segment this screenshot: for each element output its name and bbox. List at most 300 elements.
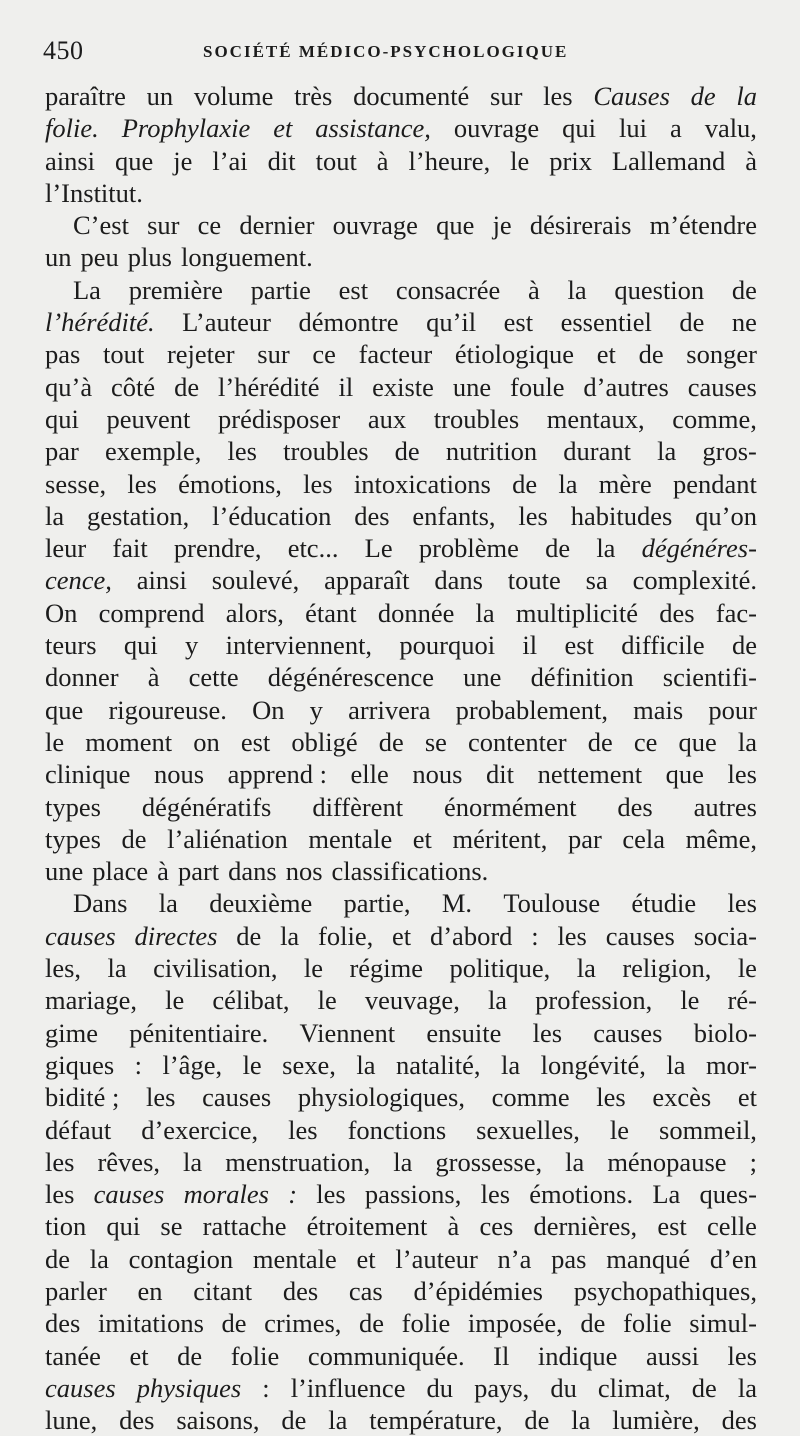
word: une [45,856,84,887]
word: les [303,468,333,499]
word: pas [45,339,81,370]
text-line [45,694,757,726]
word: d’autres [583,371,669,402]
text-line [45,1307,757,1339]
word: place [92,856,149,887]
word: je [492,210,512,241]
word: ainsi [136,565,187,596]
word: m’étendre [649,210,757,241]
word: lui [619,113,647,144]
word: fait [112,533,148,564]
text-line [45,855,757,887]
word: la [596,533,616,564]
word: donnée [377,597,455,628]
word: rattache [202,1211,287,1242]
word: de [281,1405,307,1436]
word: fac- [715,597,757,628]
word: sur [147,210,180,241]
word: difficile [621,630,705,661]
word: le [680,985,700,1016]
word: : [134,1049,143,1080]
word: ce [633,726,658,757]
word: prédisposer [218,403,341,434]
word: biolo- [693,1017,757,1048]
word: On [252,694,285,725]
text-line [45,1210,757,1242]
word: par [45,436,79,467]
text-line [45,306,757,338]
word: se [424,726,447,757]
word: tanée [45,1340,101,1371]
word: de [731,274,757,305]
text-line [45,532,757,564]
text-line [45,338,757,370]
word: dans [228,856,277,887]
word: civilisation, [153,953,278,984]
word: manqué [606,1243,691,1274]
word: de [45,1243,71,1274]
word: des [617,791,653,822]
text-line [45,177,757,209]
word: comme [491,1082,570,1113]
word: Lallemand [611,145,726,176]
word: à [157,856,169,887]
word: a [669,113,682,144]
word: comme, [672,403,757,434]
word: se [160,1211,183,1242]
word: du [426,1372,454,1403]
word: longuement. [180,242,313,273]
word: est [657,1211,687,1242]
word: à [528,274,540,305]
word: et [596,339,616,370]
text-line [45,1178,757,1210]
word: Toulouse [503,888,601,919]
word: désirerais [529,210,632,241]
word: causes [45,1372,116,1403]
word: folie, [318,920,374,951]
word: des [45,1308,81,1339]
word: qu’il [426,307,477,338]
word: les [532,1017,563,1048]
word: on [193,726,220,757]
text-line [45,984,757,1016]
word: y [185,630,199,661]
word: nous [153,759,205,790]
word: ques- [699,1179,757,1210]
word: la [666,1049,686,1080]
word: passions, [364,1179,462,1210]
word: veuvage, [364,985,460,1016]
word: apparaît [324,565,410,596]
word: plus [127,242,172,273]
text-line [45,274,757,306]
word: en [137,1275,163,1306]
word: sur [490,81,523,111]
word: l’ai [212,145,248,176]
word: étroitement [306,1211,428,1242]
word: menstruation, [225,1146,371,1177]
word: et [392,920,412,951]
word: le [609,1114,630,1145]
word: dit [486,759,514,790]
word: sesse, [45,468,107,499]
word: de [378,726,404,757]
word: première [128,274,223,305]
word: les [288,1114,318,1145]
word: cela [622,823,666,854]
word: nutrition [445,436,538,467]
word: sommeil, [659,1114,757,1145]
word: la [89,1243,109,1274]
word: durant [563,436,631,467]
word: folie [230,1340,280,1371]
text-line [45,1340,757,1372]
word: communiquée. [307,1340,465,1371]
word: probablement, [455,694,608,725]
text-line [45,726,757,758]
word: foule [510,371,565,402]
word: de [177,1340,203,1371]
word: défaut [45,1114,112,1145]
text-line [45,468,757,500]
word: causes [605,920,675,951]
text-line [45,661,757,693]
page-header [43,36,753,66]
word: intoxications [353,468,491,499]
word: y [309,694,323,725]
word: est [564,630,594,661]
word: aussi [645,1340,699,1371]
text-line [45,1146,757,1178]
word: est [503,307,534,338]
word: définition [530,662,634,693]
word: une [463,662,502,693]
word: soulevé, [211,565,300,596]
word: pour [708,694,757,725]
word: mère [598,468,652,499]
word: paraître [45,81,126,111]
word: de [679,307,705,338]
word: les [557,920,587,951]
word: nettement [537,759,643,790]
word: : [531,920,539,951]
word: exemple, [105,436,202,467]
text-line [45,112,757,144]
word: il [338,371,354,402]
word: gros- [702,436,757,467]
word: teurs [45,630,97,661]
word: de [580,1308,606,1339]
word: C’est [73,210,129,241]
word: rejeter [166,339,235,370]
word: mentale [308,823,393,854]
word: nos [285,856,323,887]
word: dernières, [533,1211,638,1242]
word: de [524,1405,550,1436]
word: types [45,823,101,854]
word: dégénératifs [141,791,272,822]
text-line [45,145,757,177]
word: sur [257,339,290,370]
word: le [242,1049,262,1080]
word: de [359,1308,385,1339]
word: etc... [287,533,339,564]
word: de [587,726,613,757]
word: pendant [673,468,757,499]
word: cas [348,1275,383,1306]
word: de [638,339,664,370]
word: question [614,274,705,305]
text-line [45,1049,757,1081]
word: dit [267,145,296,176]
word: scientifi- [662,662,757,693]
word: et [356,1243,376,1274]
running-head: SOCIÉTÉ MÉDICO-PSYCHOLOGIQUE [203,42,569,61]
word: étudie [631,888,697,919]
word: dernier [239,210,315,241]
word: : [262,1372,270,1403]
word: part [177,856,220,887]
word: méritent, [452,823,548,854]
text-line [45,500,757,532]
word: dégénérescence [267,662,435,693]
word: côté [111,371,156,402]
word: célibat, [212,985,290,1016]
word: la [736,81,757,111]
word: sexuelles, [476,1114,580,1145]
word: je [173,145,193,176]
word: excès [652,1082,712,1113]
word: grossesse, [435,1146,543,1177]
word: qui [106,1211,141,1242]
text-line [45,1275,757,1307]
word: la [576,953,596,984]
word: l’auteur [395,1243,478,1274]
word: sexe, [282,1049,336,1080]
word: lumière, [612,1405,700,1436]
word: à [147,662,160,693]
word: ménopause [607,1146,727,1177]
word: habitudes [570,500,673,531]
text-line [45,1114,757,1146]
body-text [45,80,757,1436]
word: de [121,823,147,854]
word: obligé [291,726,358,757]
word: assistance, [315,113,431,144]
word: causes [45,920,116,951]
word: M. [441,888,473,919]
word: mais [633,694,684,725]
word: autres [693,791,757,822]
word: valu, [704,113,757,144]
word: tion [45,1211,87,1242]
word: les [543,81,573,111]
word: contenter [468,726,567,757]
word: de [394,436,420,467]
word: arrivera [348,694,431,725]
word: les [227,436,257,467]
word: d’abord [429,920,513,951]
word: diffèrent [312,791,404,822]
word: climat, [597,1372,671,1403]
word: celle [706,1211,757,1242]
word: deuxième [209,888,313,919]
word: essentiel [560,307,652,338]
word: : [288,1179,298,1210]
word: le [737,953,757,984]
text-line [45,629,757,661]
text-line [45,403,757,435]
text-line [45,1017,757,1049]
word: tout [103,339,145,370]
word: l’influence [290,1372,406,1403]
word: volume [193,81,274,111]
word: la [558,468,578,499]
word: On [45,597,78,628]
text-line [45,371,757,403]
word: dans [434,565,483,596]
word: étiologique [454,339,575,370]
word: causes [93,1179,165,1210]
text-line [45,1372,757,1404]
word: est [240,726,271,757]
word: Prophylaxie [121,113,251,144]
word: la [737,726,757,757]
word: le [165,985,185,1016]
word: de [221,1308,247,1339]
word: mentaux, [546,403,645,434]
word: que [678,726,717,757]
word: de [691,1372,717,1403]
word: température, [369,1405,503,1436]
word: songer [686,339,757,370]
word: à [447,1211,460,1242]
word: causes [202,1082,272,1113]
word: la [356,1049,376,1080]
word: de [236,920,262,951]
word: à [745,145,757,176]
word: existe [372,371,434,402]
word: la [328,1405,348,1436]
word: et [412,823,432,854]
word: cence, [45,565,112,596]
word: mariage, [45,985,137,1016]
text-line [45,597,757,629]
word: des [721,1405,757,1436]
word: religion, [622,953,712,984]
word: indique [537,1340,618,1371]
word: la [567,274,587,305]
word: physiques [136,1372,242,1403]
word: et [737,1082,757,1113]
word: partie, [343,888,411,919]
word: causes [593,1017,663,1048]
word: ouvrage [332,210,418,241]
word: longévité, [540,1049,646,1080]
word: très [294,81,333,111]
word: simul- [689,1308,757,1339]
word: physiologiques, [297,1082,465,1113]
word: les, [45,953,82,984]
word: les [480,1179,511,1210]
word: et [129,1340,149,1371]
word: folie [623,1308,672,1339]
text-line [45,564,757,596]
word: la [501,1049,521,1080]
word: le [303,953,324,984]
word: folie [401,1308,451,1339]
word: socia- [693,920,757,951]
word: les [45,1146,75,1177]
word: comprend [98,597,205,628]
word: un [45,242,72,273]
word: la [571,1405,591,1436]
word: l’hérédité. [45,307,155,338]
word: qu’à [45,371,93,402]
word: partie [250,274,311,305]
word: les [727,888,757,919]
word: fonctions [347,1114,447,1145]
word: lune, [45,1405,98,1436]
word: moment [85,726,173,757]
text-line [45,920,757,952]
word: giques [45,1049,115,1080]
word: que [45,694,84,725]
word: morales [183,1179,269,1210]
word: saisons, [176,1405,260,1436]
word: gime [45,1017,98,1048]
word: rigoureuse. [108,694,227,725]
word: complexité. [632,565,757,596]
text-line [45,823,757,855]
word: facteur [358,339,433,370]
word: l’éducation [212,500,332,531]
word: pénitentiaire. [129,1017,269,1048]
word: que [436,210,475,241]
word: alors, [225,597,284,628]
word: prix [549,145,592,176]
word: le [317,985,337,1016]
word: ne [731,307,757,338]
word: la [737,1372,757,1403]
word: bidité ; [45,1082,120,1113]
text-line [45,1081,757,1113]
word: les [518,500,548,531]
word: les [596,1082,626,1113]
word: documenté [353,81,470,111]
word: même, [685,823,757,854]
word: pays, [474,1372,530,1403]
text-line [45,209,757,241]
word: natalité, [395,1049,481,1080]
word: de [174,371,200,402]
word: la [475,597,495,628]
word: du [550,1372,577,1403]
word: d’exercice, [141,1114,259,1145]
text-line [45,1404,757,1436]
word: clinique [45,759,131,790]
word: ré- [727,985,757,1016]
word: le [510,145,530,176]
word: folie. [45,113,99,144]
word: l’heure, [408,145,491,176]
word: qui [45,403,79,434]
text-line [45,435,757,467]
word: contagion [128,1243,234,1274]
word: profession, [535,985,653,1016]
word: La [73,274,101,305]
